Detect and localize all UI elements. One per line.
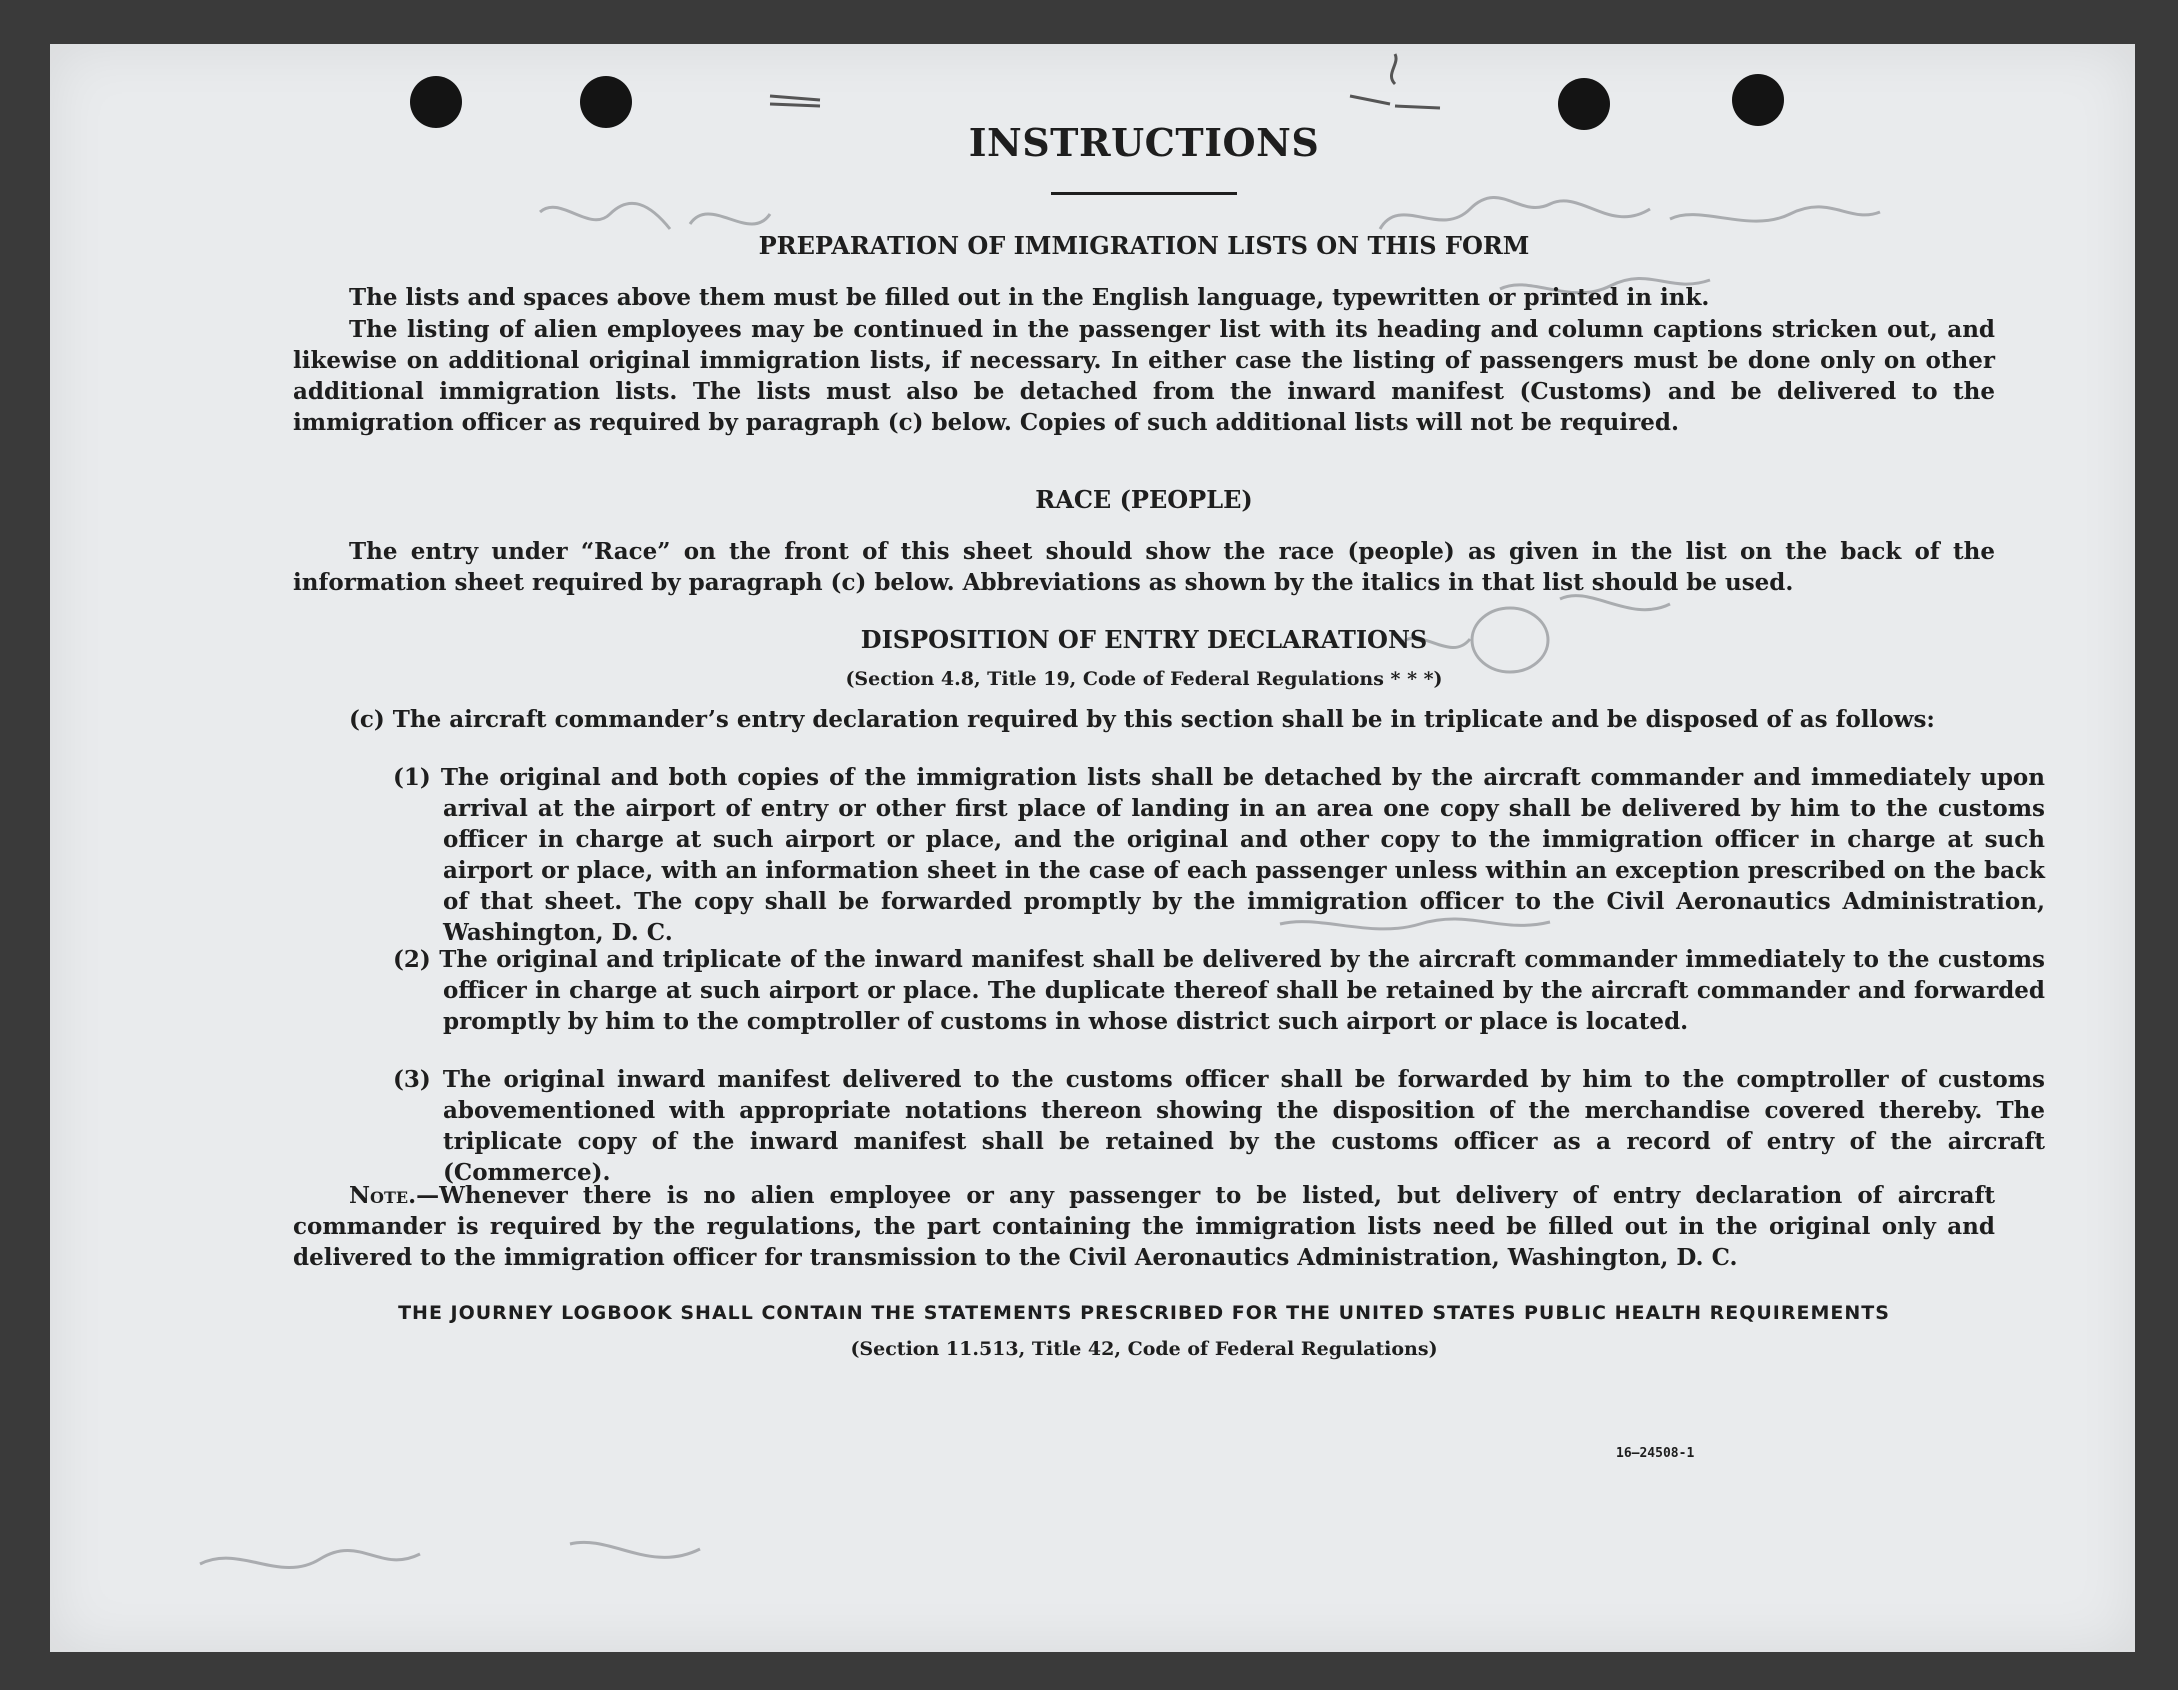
list-item-3: (3) The original inward manifest delivered to the customs officer shall be forwarded by him to the comptroller of customs abovementioned with appropriate notations thereon showing the disposition of the merchandise covered thereby. The triplicate copy of the inward manifest shall be retained by the customs officer as a record of entry of the aircraft (Commerce). xyxy=(393,1066,2045,1186)
note-paragraph xyxy=(293,1180,1995,1273)
paragraph-preparation-1: The lists and spaces above them must be filled out in the English language, typewritten or printed in ink. xyxy=(349,284,1710,311)
section-heading-disposition: DISPOSITION OF ENTRY DECLARATIONS xyxy=(860,625,1428,654)
page-title: INSTRUCTIONS xyxy=(968,120,1320,165)
paragraph-c-intro: (c) The aircraft commander’s entry declaration required by this section shall be in triplicate and be disposed of as follows: xyxy=(349,706,1935,733)
punch-hole xyxy=(1732,74,1784,126)
logbook-requirement-heading: THE JOURNEY LOGBOOK SHALL CONTAIN THE STATEMENTS PRESCRIBED FOR THE UNITED STATES PUBLIC HEALTH REQUIREMENTS xyxy=(398,1302,1890,1324)
list-item-1: (1) The original and both copies of the immigration lists shall be detached by the aircraft commander and immediately upon arrival at the airport of entry or other first place of landing in an area one copy shall be delivered by him to the customs officer in charge at such airport or place, and the original and other copy to the immigration officer in charge at such airport or place, with an information sheet in the case of each passenger unless within an exception prescribed on the back of that sheet. The copy shall be forwarded promptly by the immigration officer to the Civil Aeronautics Administration, Washington, D. C. xyxy=(393,764,2045,946)
citation-title-19: (Section 4.8, Title 19, Code of Federal Regulations * * *) xyxy=(845,668,1443,690)
section-heading-race: RACE (PEOPLE) xyxy=(1035,485,1253,514)
title-underline xyxy=(1051,192,1237,195)
paragraph-preparation-2: The listing of alien employees may be continued in the passenger list with its heading and column captions stricken out, and likewise on additional original immigration lists, if necessary. In either case the listing of passengers must be done only on other additional immigration lists. The lists must also be detached from the inward manifest (Customs) and be delivered to the immigration officer as required by paragraph (c) below. Copies of such additional lists will not be required. xyxy=(293,316,1995,436)
document-sheet xyxy=(50,44,2135,1652)
paragraph-race: The entry under “Race” on the front of this sheet should show the race (people) as given in the list on the back of the information sheet required by paragraph (c) below. Abbreviations as shown by the italics in that list should be used. xyxy=(293,538,1995,596)
form-number: 16—24508-1 xyxy=(1616,1446,1695,1461)
section-heading-preparation: PREPARATION OF IMMIGRATION LISTS ON THIS FORM xyxy=(758,231,1530,260)
citation-title-42: (Section 11.513, Title 42, Code of Federal Regulations) xyxy=(850,1338,1438,1360)
note-text: —Whenever there is no alien employee or any passenger to be listed, but delivery of entry declaration of aircraft commander is required by the regulations, the part containing the immigration lists need be filled out in the original only and delivered to the immigration officer for transmission to the Civil Aeronautics Administration, Washington, D. C. xyxy=(293,1182,1995,1271)
list-item-2: (2) The original and triplicate of the inward manifest shall be delivered by the aircraft commander immediately to the customs officer in charge at such airport or place. The duplicate thereof shall be retained by the aircraft commander and forwarded promptly by him to the comptroller of customs in whose district such airport or place is located. xyxy=(393,946,2045,1035)
note-label: Note. xyxy=(349,1182,417,1209)
